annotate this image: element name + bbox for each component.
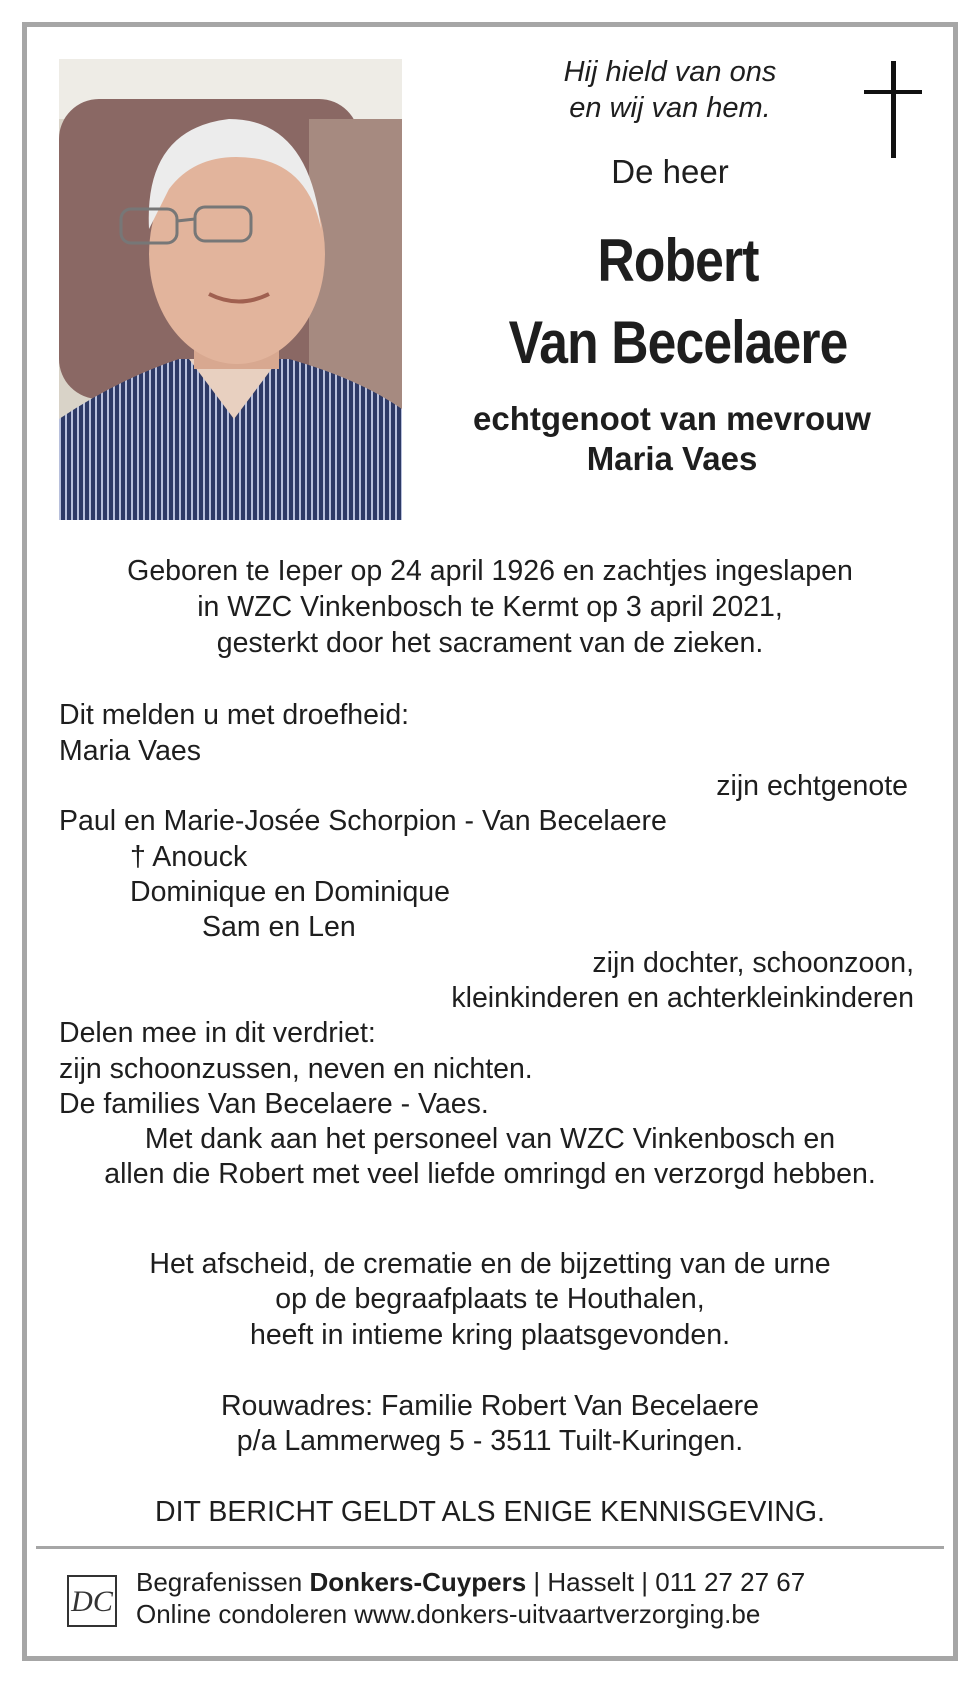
funeral-home-logo	[67, 1575, 117, 1627]
birth-line: gesterkt door het sacrament van de zieken.	[216, 627, 764, 659]
honorific: De heer	[611, 153, 729, 190]
address-line: Rouwadres: Familie Robert Van Becelaere	[220, 1390, 760, 1422]
notice: DIT BERICHT GELDT ALS ENIGE KENNISGEVING.	[155, 1496, 825, 1528]
share-line: zijn schoonzussen, neven en nichten.	[59, 1053, 533, 1085]
footer-prefix: Begrafenissen	[136, 1567, 310, 1597]
footer-contact: | Hasselt | 011 27 27 67	[526, 1567, 806, 1597]
grandchild: † Anouck	[130, 841, 248, 873]
share-intro: Delen mee in dit verdriet:	[59, 1017, 376, 1049]
funeral-company-name: Donkers-Cuypers	[309, 1567, 527, 1597]
wife-name: Maria Vaes	[59, 735, 202, 767]
farewell-line: op de begraafplaats te Houthalen,	[275, 1283, 705, 1315]
daughter-role: kleinkinderen en achterkleinkinderen	[451, 982, 914, 1014]
portrait-photo	[59, 59, 402, 520]
grandchild: Dominique en Dominique	[130, 876, 451, 908]
footer-info	[136, 1566, 805, 1630]
daughter-names: Paul en Marie-Josée Schorpion - Van Becelaere	[59, 805, 667, 837]
deceased-name	[465, 220, 892, 384]
farewell-line: heeft in intieme kring plaatsgevonden.	[249, 1319, 731, 1351]
quote-line: Hij hield van ons	[563, 56, 777, 88]
footer-divider	[36, 1546, 944, 1549]
spouse-name: Maria Vaes	[586, 440, 758, 477]
memorial-quote	[430, 54, 910, 126]
quote-line: en wij van hem.	[569, 92, 771, 124]
thanks-line: Met dank aan het personeel van WZC Vinkenbosch en	[144, 1123, 836, 1155]
birth-death-info	[59, 553, 921, 661]
daughter-role: zijn dochter, schoonzoon,	[592, 947, 914, 979]
wife-role: zijn echtgenote	[716, 770, 908, 802]
first-name: Robert	[597, 227, 759, 294]
farewell-line: Het afscheid, de crematie en de bijzetting van de urne	[149, 1248, 831, 1280]
logo-letters: DC	[71, 1585, 113, 1618]
address-line: p/a Lammerweg 5 - 3511 Tuilt-Kuringen.	[236, 1425, 744, 1457]
share-line: De families Van Becelaere - Vaes.	[59, 1088, 489, 1120]
footer-line-2: Online condoleren www.donkers-uitvaartverzorging.be	[136, 1599, 761, 1629]
last-name: Van Becelaere	[508, 309, 848, 376]
great-grandchildren: Sam en Len	[202, 911, 356, 943]
spouse-relation: echtgenoot van mevrouw	[473, 400, 871, 437]
birth-line: in WZC Vinkenbosch te Kermt op 3 april 2021,	[197, 591, 783, 623]
footer-line-1	[136, 1566, 805, 1598]
birth-line: Geboren te Ieper op 24 april 1926 en zachtjes ingeslapen	[127, 555, 853, 587]
spouse-info	[430, 399, 914, 479]
cross-icon	[864, 61, 922, 158]
thanks-line: allen die Robert met veel liefde omringd en verzorgd hebben.	[104, 1158, 876, 1190]
family-intro: Dit melden u met droefheid:	[59, 699, 410, 731]
